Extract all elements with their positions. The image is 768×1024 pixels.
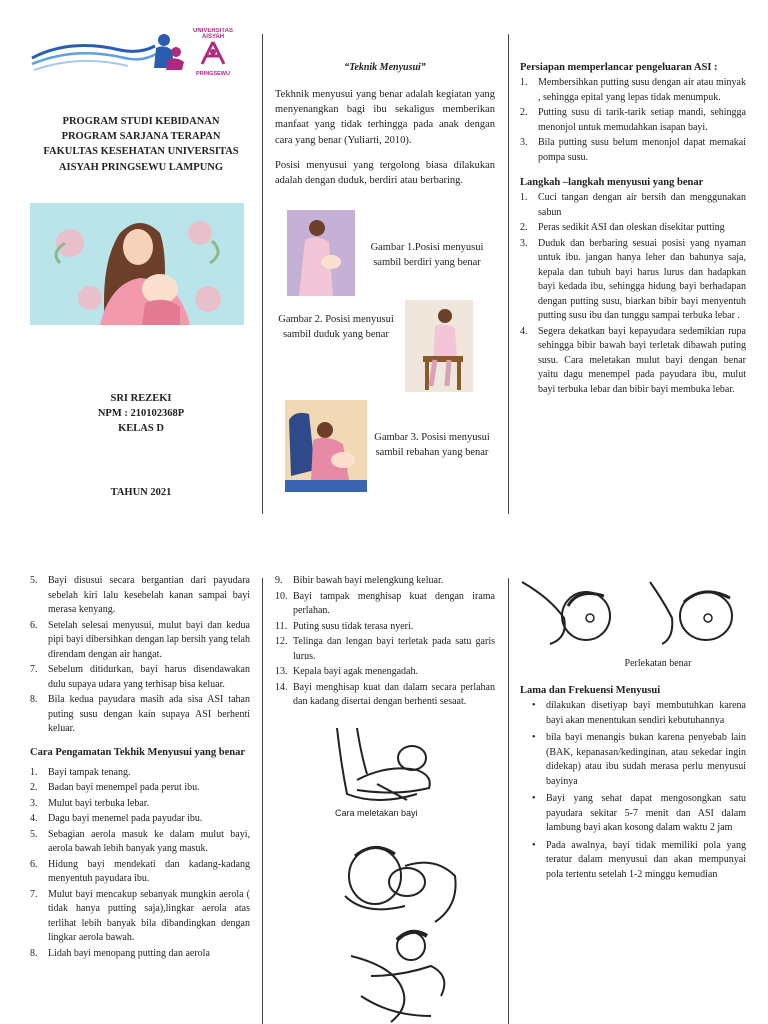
figure-3-image [285,400,367,492]
figure-1-image [287,210,355,296]
heading-line: PROGRAM SARJANA TERAPAN [61,131,221,143]
steps-title: Langkah –langkah menyusui yang benar [520,177,704,188]
latch-sketch-left [520,578,616,646]
list-item: • Pada awalnya, bayi tidak memiliki pola yang teratur dalam menyusui dan akan mempunyai pola tertentu setelah 1-2 minggu kemudian [526,839,746,883]
author-npm: NPM : 210102368P [97,408,185,420]
steps-list [520,191,746,397]
column-divider-2 [508,34,509,514]
steps-continued-panel [30,574,250,1024]
mother-baby-logo-icon [152,32,188,74]
list-item: 9. Bibir bawah bayi melengkung keluar. [275,575,444,586]
author-class: KELAS D [118,423,164,435]
list-item: 3. Bila putting susu belum menonjol dapat memakai pompa susu. [520,137,746,163]
logo-text-3: PRINGSEWU [196,71,230,77]
logo-text-1: UNIVERSITAS [193,28,233,34]
list-item: 5. Bayi disusui secara bergantian dari payudara sebelah kiri lalu kesebelah kanan sampai bayi merasa kenyang. [30,575,250,615]
prep-title: Persiapan memperlancar pengeluaran ASI : [520,62,718,73]
cover-panel [30,28,252,548]
wave-logo-icon [30,36,160,86]
list-item: 4. Segera dekatkan bayi kepayudara sedemikian rupa sehingga bibir bawah bayi terletak dibawah puting susu. Cara meletakan mulut bayi dengan benar yaitu dagu menempel pada payudara ibu, mulut bayi terbuka lebar dan bibir bayi membuka lebar. [520,325,746,395]
list-item: 14. Bayi menghisap kuat dan dalam secara perlahan dan kadang disertai dengan berhenti sesaat. [275,681,495,707]
observe-list [30,766,250,962]
author-block [30,391,252,437]
list-item: 1. Cuci tangan dengan air bersih dan menggunakan sabun [520,192,746,218]
latch-sketch-right [648,578,744,646]
mother-baby-illustration [30,203,244,325]
steps-list-continued [30,574,250,737]
intro-title: “Teknik Menyusui” [344,62,426,73]
list-item: 6. Hidung bayi mendekati dan kadang-kadang menyentuh payudara ibu. [30,858,250,884]
list-item: 11. Puting susu tidak terasa nyeri. [275,620,414,632]
duration-title: Lama dan Frekuensi Menyusui [520,685,661,696]
list-item: 10. Bayi tampak menghisap kuat dengan irama perlahan. [275,590,495,616]
list-item: 3. Mulut bayi terbuka lebar. [30,797,150,809]
sketch-holding-baby [317,724,447,810]
list-item: • dilakukan disetiyap bayi membutuhkan karena bayi akan menentukan sendiri kebutuhannya [526,699,746,728]
observe-title: Cara Pengamatan Tekhik Menyusui yang benar [30,746,245,758]
column-divider-3 [262,578,263,1024]
author-name: SRI REZEKI [110,392,172,404]
observe-continued-panel [275,574,495,1024]
heading-line: AISYAH PRINGSEWU LAMPUNG [58,161,224,173]
university-logo [190,28,236,76]
cover-heading [30,114,252,175]
list-item: 6. Setelah selesai menyusui, mulut bayi dan kedua pipi bayi dibersihkan dengan lap bersih yang telah direndam dengan air hangat. [30,619,250,660]
list-item: 12. Telinga dan lengan bayi terletak pada satu garis lurus. [275,636,495,662]
list-item: 1. Membersihkan putting susu dengan air atau minyak , sehingga epital yang lepas tidak menumpuk. [520,77,746,103]
intro-paragraph-1: Tekhnik menyusui yang benar adalah kegiatan yang menyenangkan bagi ibu sekaligus memberikan manfaat yang tidak terhingga pada anak dengan cara yang benar (Yuliarti, 2010). [275,89,495,146]
sketch-caption: Cara meletakan bayi [335,808,418,818]
heading-line: FAKULTAS KESEHATAN UNIVERSITAS [43,146,239,158]
list-item: 2. Badan bayi menempel pada perut ibu. [30,782,200,793]
list-item: 4. Dagu bayi menemel pada payudar ibu. [30,813,203,824]
prep-list [520,76,746,165]
list-item: 1. Bayi tampak tenang. [30,766,131,778]
list-item: 8. Bila kedua payudara masih ada sisa ASI tahan puting susu dengan kain supaya ASI berhenti keluar. [30,694,250,734]
heading-line: PROGRAM STUDI KEBIDANAN [62,116,220,127]
sketch-latching-1 [335,836,465,926]
figure-2-caption: Gambar 2. Posisi menyusui sambil duduk yang benar [278,314,394,341]
figure-3-caption: Gambar 3. Posisi menyusui sambil rebahan yang benar [374,432,490,459]
list-item: 2. Putting susu di tarik-tarik setiap mandi, sehingga menonjol untuk memudahkan isapan bayi. [520,107,746,133]
figure-1-caption: Gambar 1.Posisi menyusui sambil berdiri yang benar [370,242,484,269]
cover-year: TAHUN 2021 [110,486,172,498]
figure-2-image [405,300,473,392]
list-item: 8. Lidah bayi menopang putting dan aerola [30,947,210,959]
intro-panel [275,62,495,502]
a-emblem-icon [198,40,228,66]
list-item: 2. Peras sedikit ASI dan oleskan disekitar putting [520,222,725,233]
observe-list-continued [275,574,495,710]
logo-row [30,28,252,88]
column-divider-4 [508,578,509,1024]
list-item: • bila bayi menangis bukan karena penyebab lain (BAK, kepanasan/kedinginan, atau sekedar ingin didekap) atau ibu sudah merasa perlu menyusui bayinya [526,731,746,789]
list-item: • Bayi yang sehat dapat mengosongkan satu payudara sekitar 5-7 menit dan ASI dalam lambung bayi akan kosong dalam waktu 2 jam [526,792,746,836]
preparation-panel [520,62,746,502]
logo-text-2: AISYAH [201,34,225,40]
latch-caption: Perlekatan benar [624,658,692,669]
list-item: 7. Mulut bayi mencakup sebanyak mungkin aerola ( tidak hanya putting saja),lingkar aerola atas terlihat lebih banyak bila dibandingkan dengan lingkar aerola bawah. [30,888,250,943]
duration-panel [520,574,746,1024]
sketch-latching-2 [331,926,461,1024]
intro-paragraph-2: Posisi menyusui yang tergolong biasa dilakukan adalah dengan duduk, berdiri atau berbaring. [275,159,495,187]
column-divider-1 [262,34,263,514]
duration-list [526,699,746,882]
list-item: 7. Sebelum ditidurkan, bayi harus disendawakan dulu supaya udara yang terhisap bisa keluar. [30,664,250,690]
list-item: 5. Sebagian aerola masuk ke dalam mulut bayi, aerola bawah lebih banyak yang masuk. [30,828,250,854]
latch-images [520,574,746,644]
list-item: 13. Kepala bayi agak menengadah. [275,666,418,677]
list-item: 3. Duduk dan berbaring sesuai posisi yang nyaman untuk ibu. jangan hanya leher dan bahunya saja, kepala dan tubuh bayi harus lurus dan hadapkan bayi kedada ibu, sehingga hidung bayi berhadapan dengan putting susu, biarkan bibir bayi menyentuh putting susu ibu dan tunggu sampai terbuka lebar . [520,237,746,321]
